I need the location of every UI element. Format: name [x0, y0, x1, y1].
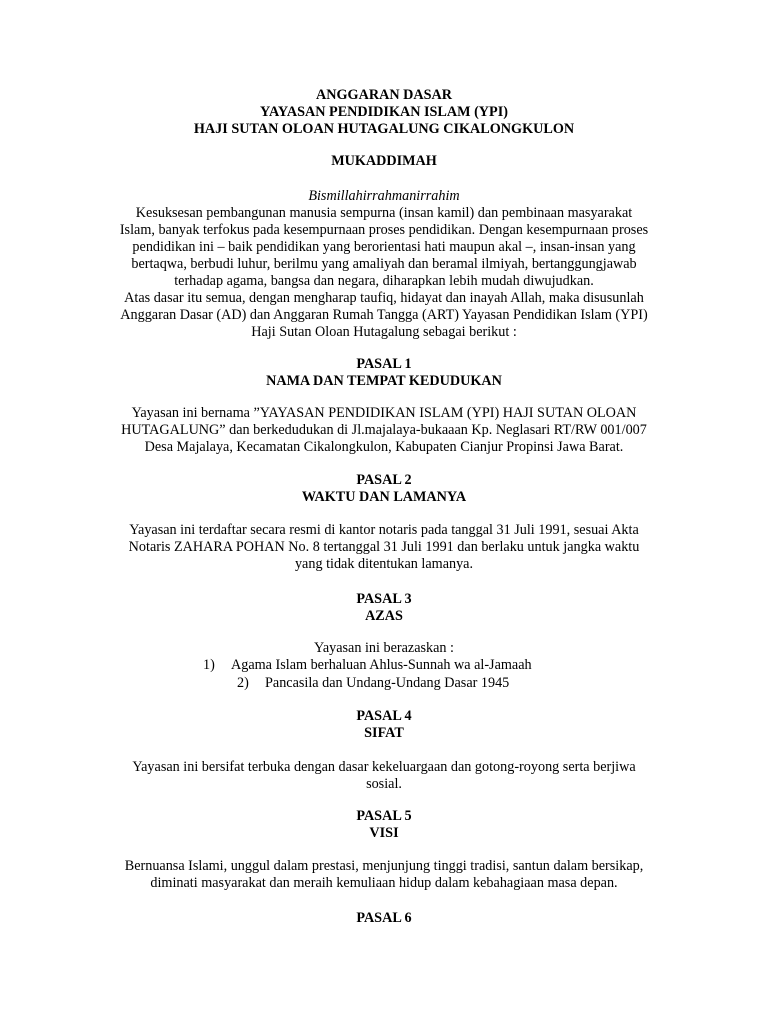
pasal-3-intro-block	[0, 640, 768, 657]
pasal-5-text-line: Bernuansa Islami, unggul dalam prestasi, menjunjung tinggi tradisi, santun dalam bersikap,	[124, 858, 644, 874]
pasal-1-text-line: Desa Majalaya, Kecamatan Cikalongkulon, Kabupaten Cianjur Propinsi Jawa Barat.	[144, 439, 624, 455]
pasal-number: PASAL 4	[356, 708, 412, 724]
mukaddimah-p1-line: Kesuksesan pembangunan manusia sempurna (insan kamil) dan pembinaan masyarakat	[135, 205, 633, 221]
title-line-2: YAYASAN PENDIDIKAN ISLAM (YPI)	[260, 104, 508, 120]
title-line-3: HAJI SUTAN OLOAN HUTAGALUNG CIKALONGKULON	[193, 121, 575, 137]
pasal-number: PASAL 2	[356, 472, 412, 488]
pasal-3-intro: Yayasan ini berazaskan :	[314, 640, 454, 656]
pasal-1-body	[0, 405, 768, 456]
mukaddimah-p1-line: bertaqwa, berbudi luhur, berilmu yang amaliyah dan beramal ilmiyah, bertanggungjawab	[131, 256, 637, 272]
pasal-5-heading	[0, 808, 768, 842]
pasal-5-body	[0, 858, 768, 892]
pasal-number: PASAL 6	[356, 910, 412, 926]
mukaddimah-p2-line: Haji Sutan Oloan Hutagalung sebagai berikut :	[251, 324, 517, 340]
list-item	[237, 675, 509, 692]
pasal-1-heading	[0, 356, 768, 390]
pasal-2-heading	[0, 472, 768, 506]
list-item	[203, 657, 532, 674]
pasal-4-text-line: sosial.	[366, 776, 402, 792]
mukaddimah-p2-line: Anggaran Dasar (AD) dan Anggaran Rumah Tangga (ART) Yayasan Pendidikan Islam (YPI)	[120, 307, 648, 323]
list-item-number: 2)	[237, 675, 249, 691]
pasal-title: NAMA DAN TEMPAT KEDUDUKAN	[266, 373, 502, 389]
pasal-title: SIFAT	[364, 725, 404, 741]
title-line-1: ANGGARAN DASAR	[316, 87, 452, 103]
pasal-3-heading	[0, 591, 768, 625]
pasal-4-text-line: Yayasan ini bersifat terbuka dengan dasar kekeluargaan dan gotong-royong serta berjiwa	[132, 759, 636, 775]
mukaddimah-p1-line: Islam, banyak terfokus pada kesempurnaan proses pendidikan. Dengan kesempurnaan proses	[119, 222, 649, 238]
pasal-number: PASAL 5	[356, 808, 412, 824]
pasal-5-text-line: diminati masyarakat dan meraih kemuliaan hidup dalam kebahagiaan masa depan.	[150, 875, 618, 891]
pasal-2-text-line: yang tidak ditentukan lamanya.	[294, 556, 474, 572]
mukaddimah-heading-block	[0, 153, 768, 170]
list-item-number: 1)	[203, 657, 215, 673]
mukaddimah-p1-line: pendidikan ini – baik pendidikan yang berorientasi hati maupun akal –, insan-insan yang	[132, 239, 636, 255]
pasal-title: VISI	[369, 825, 399, 841]
pasal-number: PASAL 1	[356, 356, 412, 372]
pasal-1-text-line: HUTAGALUNG” dan berkedudukan di Jl.majalaya-bukaaan Kp. Neglasari RT/RW 001/007	[121, 422, 647, 438]
pasal-6-heading	[0, 910, 768, 927]
mukaddimah-p1-line: terhadap agama, bangsa dan negara, diharapkan lebih mudah diwujudkan.	[174, 273, 594, 289]
mukaddimah-heading: MUKADDIMAH	[331, 153, 437, 169]
list-item-text: Agama Islam berhaluan Ahlus-Sunnah wa al-Jamaah	[231, 657, 532, 673]
pasal-2-text-line: Yayasan ini terdaftar secara resmi di kantor notaris pada tanggal 31 Juli 1991, sesuai Akta	[129, 522, 639, 538]
document-title	[0, 87, 768, 138]
basmalah: Bismillahirrahmanirrahim	[308, 188, 460, 204]
mukaddimah-body	[0, 188, 768, 341]
pasal-1-text-line: Yayasan ini bernama ”YAYASAN PENDIDIKAN ISLAM (YPI) HAJI SUTAN OLOAN	[131, 405, 637, 421]
pasal-number: PASAL 3	[356, 591, 412, 607]
pasal-title: WAKTU DAN LAMANYA	[301, 489, 467, 505]
pasal-2-text-line: Notaris ZAHARA POHAN No. 8 tertanggal 31 Juli 1991 dan berlaku untuk jangka waktu	[128, 539, 640, 555]
pasal-4-heading	[0, 708, 768, 742]
pasal-2-body	[0, 522, 768, 573]
mukaddimah-p2-line: Atas dasar itu semua, dengan mengharap taufiq, hidayat dan inayah Allah, maka disusunlah	[124, 290, 644, 306]
list-item-text: Pancasila dan Undang-Undang Dasar 1945	[265, 675, 510, 691]
pasal-4-body	[0, 759, 768, 793]
pasal-title: AZAS	[365, 608, 403, 624]
